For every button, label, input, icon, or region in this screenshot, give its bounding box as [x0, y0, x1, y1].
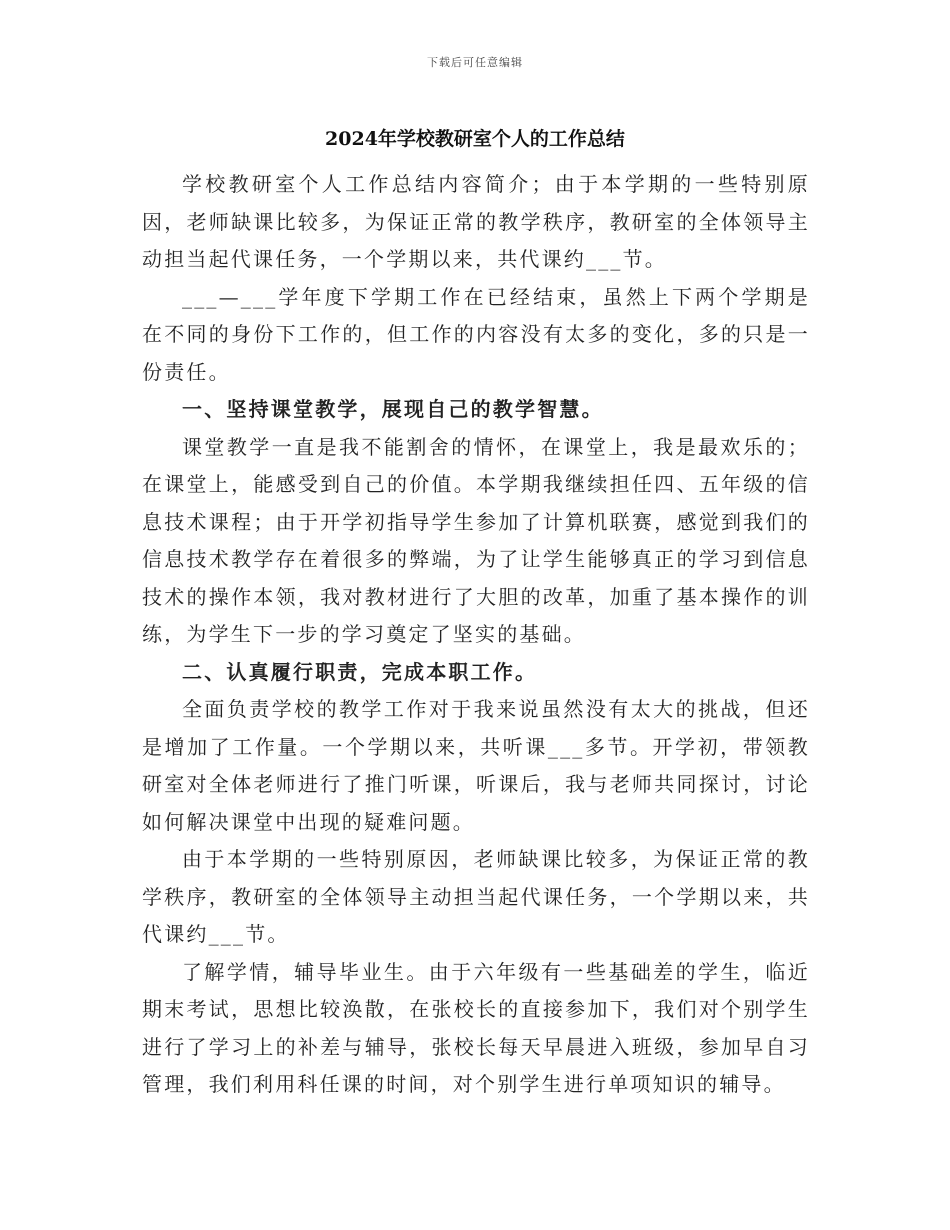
page-header-note: 下载后可任意编辑	[427, 56, 523, 69]
paragraph-duties: 全面负责学校的教学工作对于我来说虽然没有太大的挑战，但还是增加了工作量。一个学期以来，共听课___多节。开学初，带领教研室对全体老师进行了推门听课，听课后，我与老师共同探讨，讨论如何解决课堂中出现的疑难问题。	[142, 697, 810, 834]
paragraph-overview: ___—___学年度下学期工作在已经结束，虽然上下两个学期是在不同的身份下工作的，但工作的内容没有太多的变化，多的只是一份责任。	[142, 284, 810, 384]
section-heading-2: 二、认真履行职责，完成本职工作。	[182, 659, 538, 684]
section-heading-1: 一、坚持课堂教学，展现自己的教学智慧。	[182, 397, 604, 421]
document-title: 2024年学校教研室个人的工作总结	[325, 128, 625, 150]
paragraph-graduates: 了解学情，辅导毕业生。由于六年级有一些基础差的学生，临近期末考试，思想比较涣散，在张校长的直接参加下，我们对个别学生进行了学习上的补差与辅导，张校长每天早晨进入班级，参加早自习管理，我们利用科任课的时间，对个别学生进行单项知识的辅导。	[142, 959, 810, 1096]
paragraph-substitute: 由于本学期的一些特别原因，老师缺课比较多，为保证正常的教学秩序，教研室的全体领导主动担当起代课任务，一个学期以来，共代课约___节。	[142, 847, 810, 946]
paragraph-intro: 学校教研室个人工作总结内容简介；由于本学期的一些特别原因，老师缺课比较多，为保证正常的教学秩序，教研室的全体领导主动担当起代课任务，一个学期以来，共代课约___节。	[142, 172, 810, 271]
document-body	[142, 166, 810, 1104]
paragraph-teaching: 课堂教学一直是我不能割舍的情怀，在课堂上，我是最欢乐的；在课堂上，能感受到自己的价值。本学期我继续担任四、五年级的信息技术课程；由于开学初指导学生参加了计算机联赛，感觉到我们的信息技术教学存在着很多的弊端，为了让学生能够真正的学习到信息技术的操作本领，我对教材进行了大胆的改革，加重了基本操作的训练，为学生下一步的学习奠定了坚实的基础。	[142, 434, 810, 646]
